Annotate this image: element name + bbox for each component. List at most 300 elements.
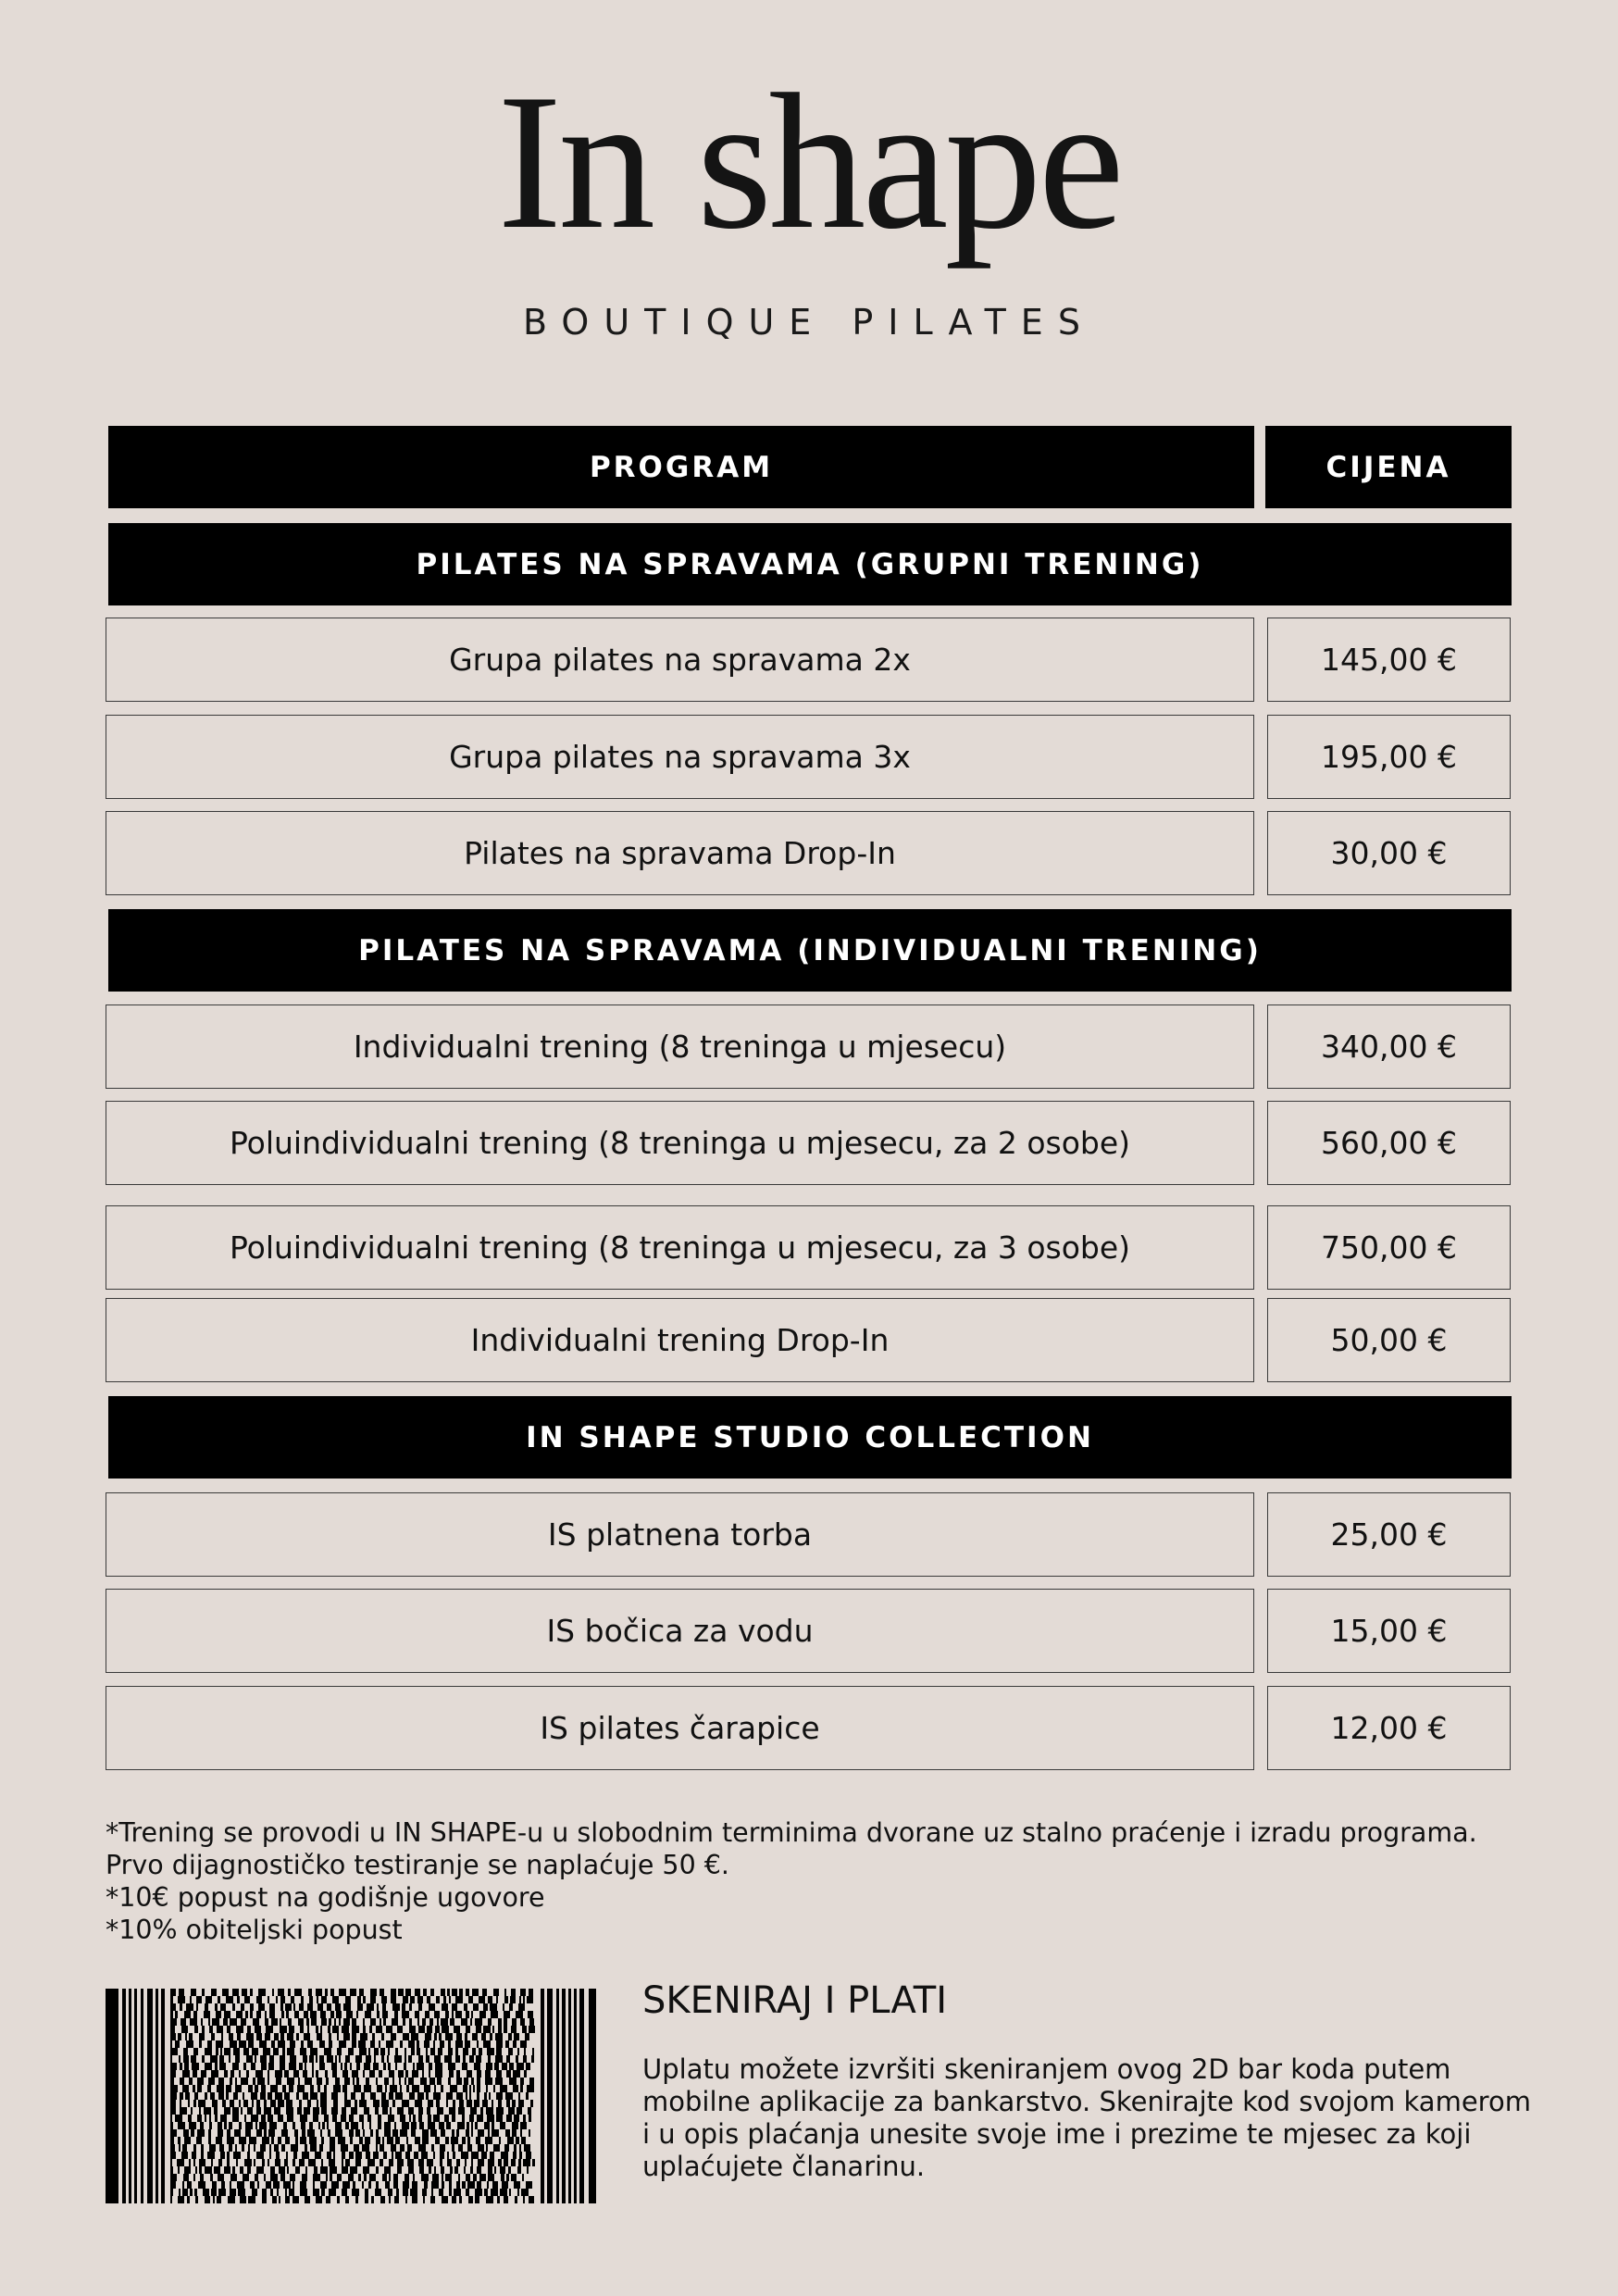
barcode-module (437, 2107, 443, 2115)
barcode-module (201, 2144, 204, 2152)
barcode-module (427, 2159, 433, 2166)
barcode-module (300, 2048, 306, 2055)
barcode-module (180, 2018, 186, 2026)
barcode-module (228, 2196, 235, 2203)
barcode-module (529, 2196, 534, 2203)
barcode-module (430, 1989, 434, 1996)
barcode-module (456, 2181, 460, 2189)
barcode-module (320, 2011, 326, 2018)
barcode-module (457, 2122, 465, 2129)
barcode-module (422, 2189, 427, 2196)
barcode-module (382, 2107, 388, 2115)
barcode-module (500, 2085, 507, 2092)
barcode-module (453, 2100, 455, 2107)
barcode-module (204, 2011, 210, 2018)
barcode-module (220, 2048, 222, 2055)
barcode-module (334, 2018, 336, 2026)
barcode-module (372, 2033, 375, 2040)
barcode-module (568, 1989, 571, 2203)
barcode-module (380, 2159, 383, 2166)
barcode-module (260, 2144, 266, 2152)
barcode-module (275, 2070, 282, 2078)
barcode-module (270, 2189, 273, 2196)
barcode-module (384, 2122, 391, 2129)
barcode-module (413, 2115, 416, 2122)
barcode-module (500, 2166, 505, 2174)
barcode-module (251, 2092, 257, 2100)
barcode-module (285, 2196, 290, 2203)
barcode-module (515, 2196, 517, 2203)
barcode-module (469, 2092, 471, 2100)
barcode-module (280, 2033, 284, 2040)
barcode-module (241, 2107, 243, 2115)
barcode-module (256, 2152, 264, 2159)
barcode-module (448, 2040, 451, 2048)
barcode-module (319, 2063, 325, 2070)
barcode-module (487, 2048, 494, 2055)
barcode-module (441, 2129, 445, 2137)
barcode-module (310, 2092, 317, 2100)
barcode-module (170, 2122, 173, 2129)
barcode-module (514, 2115, 519, 2122)
barcode-module (375, 2189, 381, 2196)
barcode-module (227, 2152, 230, 2159)
barcode-module (420, 2078, 427, 2085)
barcode-module (529, 2129, 530, 2137)
barcode-module (346, 2011, 353, 2018)
barcode-module (218, 2174, 224, 2181)
barcode-module (406, 2085, 409, 2092)
barcode-module (488, 2129, 490, 2137)
barcode-module (418, 2107, 423, 2115)
barcode-module (300, 2181, 306, 2189)
barcode-module (393, 2181, 398, 2189)
barcode-module (381, 2055, 384, 2063)
barcode-module (438, 2048, 442, 2055)
barcode-module (403, 1996, 408, 2003)
barcode-module (409, 2003, 412, 2011)
barcode-module (255, 2055, 256, 2063)
barcode-module (256, 2107, 261, 2115)
barcode-module (412, 2196, 417, 2203)
barcode-module (219, 2144, 224, 2152)
barcode-module (308, 2159, 316, 2166)
barcode-module (483, 2003, 488, 2011)
barcode-module (242, 1989, 247, 1996)
barcode-module (227, 2159, 230, 2166)
barcode-module (280, 2003, 283, 2011)
barcode-module (355, 2055, 362, 2063)
barcode-module (268, 2092, 272, 2100)
barcode-module (445, 2011, 449, 2018)
barcode-module (409, 2115, 411, 2122)
barcode-module (402, 2003, 405, 2011)
barcode-module (385, 2085, 387, 2092)
barcode-module (343, 2018, 350, 2026)
barcode-module (189, 2033, 193, 2040)
barcode-module (243, 2048, 249, 2055)
barcode-module (170, 2003, 176, 2011)
barcode-module (199, 2166, 202, 2174)
barcode-module (427, 2107, 430, 2115)
barcode-module (459, 1989, 463, 1996)
barcode-module (217, 2196, 221, 2203)
barcode-module (232, 2115, 239, 2122)
barcode-module (220, 2115, 227, 2122)
barcode-module (356, 2078, 359, 2085)
barcode-module (244, 2159, 252, 2166)
barcode-module (329, 2040, 332, 2048)
price-cell: 560,00 € (1267, 1101, 1511, 1185)
barcode-module (403, 2181, 409, 2189)
barcode-module (400, 2040, 403, 2048)
barcode-module (245, 2011, 248, 2018)
barcode-module (350, 2166, 357, 2174)
barcode-module (280, 2174, 285, 2181)
barcode-module (528, 2011, 533, 2018)
barcode-module (199, 2159, 205, 2166)
barcode-module (333, 2085, 341, 2092)
barcode-module (260, 2092, 266, 2100)
barcode-module (381, 1996, 387, 2003)
barcode-module (456, 2078, 462, 2085)
barcode-module (207, 2152, 215, 2159)
barcode-module (197, 2129, 205, 2137)
barcode-module (339, 2040, 346, 2048)
barcode-module (316, 1989, 322, 1996)
barcode-module (201, 2018, 203, 2026)
barcode-module (309, 1996, 313, 2003)
barcode-module (492, 2122, 494, 2129)
barcode-module (354, 2144, 359, 2152)
barcode-module (339, 2018, 341, 2026)
barcode-module (485, 2070, 491, 2078)
barcode-module (324, 2048, 331, 2055)
barcode-module (391, 1989, 396, 1996)
barcode-module (180, 2092, 183, 2100)
barcode-module (365, 2011, 371, 2018)
barcode-module (379, 2040, 380, 2048)
barcode-module (311, 2018, 317, 2026)
barcode-module (373, 2063, 379, 2070)
barcode-module (470, 2018, 472, 2026)
barcode-module (394, 2122, 396, 2129)
barcode-module (317, 2033, 322, 2040)
barcode-module (191, 1989, 196, 1996)
program-cell: Individualni trening (8 treninga u mjesecu) (106, 1004, 1254, 1089)
barcode-module (321, 2107, 327, 2115)
barcode-module (342, 2152, 345, 2159)
barcode-module (330, 2137, 335, 2144)
barcode-module (325, 1989, 328, 1996)
barcode-module (170, 2040, 172, 2048)
barcode-module (199, 2107, 201, 2115)
barcode-module (252, 2048, 258, 2055)
barcode-module (367, 2003, 374, 2011)
barcode-module (233, 2048, 240, 2055)
barcode-module (192, 2152, 196, 2159)
barcode-module (411, 2122, 417, 2129)
barcode-module (289, 2063, 296, 2070)
barcode-module (504, 1996, 508, 2003)
barcode-module (523, 2115, 526, 2122)
barcode-module (490, 2152, 494, 2159)
barcode-module (220, 2003, 226, 2011)
barcode-module (186, 2003, 193, 2011)
barcode-module (227, 2129, 230, 2137)
barcode-module (370, 2129, 373, 2137)
barcode-module (380, 2018, 381, 2026)
barcode-module (207, 2040, 212, 2048)
barcode-module (292, 2181, 294, 2189)
barcode-module (452, 2196, 456, 2203)
price-cell: 750,00 € (1267, 1205, 1511, 1290)
barcode-module (256, 2129, 262, 2137)
barcode-module (433, 2092, 441, 2100)
barcode-module (422, 2070, 424, 2078)
barcode-module (232, 2107, 239, 2115)
barcode-module (474, 2100, 479, 2107)
barcode-module (444, 2055, 452, 2063)
barcode-module (258, 1989, 266, 1996)
barcode-module (319, 2144, 323, 2152)
barcode-module (518, 2100, 524, 2107)
barcode-module (404, 2174, 409, 2181)
barcode-module (304, 2011, 308, 2018)
barcode-module (362, 2144, 369, 2152)
barcode-module (531, 2055, 534, 2063)
barcode-module (516, 2011, 523, 2018)
barcode-module (289, 2085, 293, 2092)
barcode-module (249, 2137, 256, 2144)
barcode-module (431, 2144, 434, 2152)
barcode-module (281, 2011, 284, 2018)
barcode-module (238, 2189, 245, 2196)
barcode-module (488, 2055, 491, 2063)
barcode-module (240, 2166, 243, 2174)
barcode-module (170, 2137, 174, 2144)
barcode-module (198, 2100, 205, 2107)
barcode-module (262, 2196, 267, 2203)
barcode-module (321, 2018, 327, 2026)
barcode-module (376, 2166, 379, 2174)
barcode-module (200, 2122, 204, 2129)
barcode-module (170, 2144, 175, 2152)
barcode-module (502, 2063, 507, 2070)
barcode-module (196, 2137, 202, 2144)
barcode-module (466, 2174, 470, 2181)
barcode-module (496, 2115, 503, 2122)
barcode-module (466, 2092, 467, 2100)
barcode-module (298, 2078, 300, 2085)
barcode-module (411, 2129, 416, 2137)
barcode-module (506, 2100, 510, 2107)
barcode-module (355, 2100, 357, 2107)
barcode-module (478, 2159, 484, 2166)
barcode-module (510, 1996, 516, 2003)
barcode-module (236, 2026, 243, 2033)
barcode-module (190, 2018, 197, 2026)
barcode-module (406, 2137, 408, 2144)
barcode-module (528, 2107, 531, 2115)
barcode-module (422, 2137, 429, 2144)
barcode-module (496, 2040, 503, 2048)
barcode-module (512, 2122, 518, 2129)
barcode-module (343, 2033, 350, 2040)
barcode-module (308, 1989, 312, 1996)
barcode-module (256, 2011, 261, 2018)
barcode-module (192, 2063, 199, 2070)
barcode-module (175, 2115, 182, 2122)
barcode-module (440, 2152, 444, 2159)
barcode-module (320, 2026, 322, 2033)
barcode-module (467, 2100, 472, 2107)
barcode-module (232, 2063, 239, 2070)
barcode-module (367, 2159, 375, 2166)
barcode-module (309, 2055, 314, 2063)
barcode-module (247, 2166, 251, 2174)
barcode-module (519, 1996, 521, 2003)
barcode-module (491, 2189, 498, 2196)
barcode-module (490, 2003, 497, 2011)
barcode-module (284, 2092, 290, 2100)
barcode-module (345, 2122, 349, 2129)
barcode-module (351, 2122, 358, 2129)
barcode-module (170, 2189, 173, 2196)
barcode-module (180, 2107, 187, 2115)
barcode-module (190, 1996, 192, 2003)
barcode-module (190, 2189, 193, 2196)
barcode-module (266, 2181, 271, 2189)
barcode-module (326, 2078, 329, 2085)
barcode-module (370, 1989, 377, 1996)
barcode-module (488, 1996, 492, 2003)
barcode-module (488, 2159, 494, 2166)
barcode-module (205, 1996, 212, 2003)
barcode-module (122, 1989, 126, 2203)
barcode-module (404, 2078, 406, 2085)
barcode-module (477, 2085, 480, 2092)
barcode-module (352, 2070, 358, 2078)
barcode-module (295, 2166, 300, 2174)
barcode-module (218, 2129, 223, 2137)
barcode-module (513, 2070, 520, 2078)
barcode-module (447, 1989, 450, 1996)
barcode-module (495, 2055, 503, 2063)
barcode-module (170, 2159, 172, 2166)
barcode-module (208, 2078, 215, 2085)
barcode-module (211, 2159, 213, 2166)
barcode-module (403, 2033, 409, 2040)
barcode-module (574, 1989, 577, 2203)
barcode-module (466, 1989, 469, 1996)
barcode-module (459, 2196, 462, 2203)
barcode-module (496, 2070, 502, 2078)
program-cell: Grupa pilates na spravama 2x (106, 618, 1254, 702)
barcode-module (437, 2078, 442, 2085)
barcode-module (382, 2137, 384, 2144)
barcode-module (529, 2115, 531, 2122)
barcode-module (455, 2040, 463, 2048)
barcode-module (280, 2018, 281, 2026)
barcode-module (486, 2063, 492, 2070)
barcode-module (161, 1989, 165, 2203)
barcode-module (397, 2107, 404, 2115)
barcode-module (235, 2055, 240, 2063)
barcode-module (520, 2085, 523, 2092)
barcode-module (417, 2040, 419, 2048)
barcode-module (455, 1996, 463, 2003)
barcode-module (487, 2181, 489, 2189)
barcode-module (326, 2174, 328, 2181)
barcode-module (462, 2115, 465, 2122)
barcode-module (556, 1989, 559, 2203)
barcode-module (274, 2144, 279, 2152)
barcode-module (286, 2107, 293, 2115)
section-header: PILATES NA SPRAVAMA (GRUPNI TRENING) (108, 523, 1512, 605)
barcode-module (366, 2152, 370, 2159)
barcode-module (271, 2137, 274, 2144)
barcode-module (370, 2018, 376, 2026)
barcode-module (408, 2078, 414, 2085)
barcode-module (463, 2055, 466, 2063)
barcode-module (230, 2070, 234, 2078)
barcode-module (527, 1996, 533, 2003)
barcode-module (281, 2129, 288, 2137)
barcode-module (227, 2137, 234, 2144)
barcode-module (394, 2011, 398, 2018)
barcode-module (352, 2040, 356, 2048)
barcode-module (235, 2078, 237, 2085)
barcode-module (359, 2100, 367, 2107)
barcode-module (378, 2115, 381, 2122)
barcode-module (307, 2100, 311, 2107)
barcode-module (423, 2196, 425, 2203)
barcode-module (423, 1989, 427, 1996)
barcode-module (269, 2055, 274, 2063)
barcode-module (180, 2063, 182, 2070)
barcode-module (147, 1989, 153, 2203)
barcode-module (345, 2196, 349, 2203)
barcode-module (513, 2040, 517, 2048)
barcode-module (532, 2048, 534, 2055)
program-cell: Individualni trening Drop-In (106, 1298, 1254, 1382)
barcode-module (364, 2107, 369, 2115)
barcode-module (458, 2144, 463, 2152)
barcode-module (251, 2063, 255, 2070)
barcode-module (239, 2137, 246, 2144)
barcode-module (509, 2078, 517, 2085)
footnote: *10% obiteljski popust (106, 1915, 403, 1945)
barcode-module (443, 1996, 446, 2003)
barcode-module (439, 2033, 442, 2040)
barcode-module (362, 2181, 364, 2189)
barcode-module (345, 2055, 350, 2063)
barcode-module (541, 1989, 544, 2203)
barcode-module (170, 2100, 176, 2107)
barcode-module (230, 2040, 237, 2048)
barcode-module (547, 1989, 553, 2203)
barcode-module (214, 2107, 218, 2115)
scan-pay-title: SKENIRAJ I PLATI (642, 1979, 947, 2022)
barcode-module (283, 2181, 291, 2189)
barcode-module (376, 2078, 378, 2085)
barcode-module (184, 2137, 191, 2144)
barcode-module (180, 2100, 181, 2107)
barcode-module (296, 2033, 299, 2040)
barcode-module (463, 2085, 467, 2092)
barcode-module (384, 2129, 391, 2137)
